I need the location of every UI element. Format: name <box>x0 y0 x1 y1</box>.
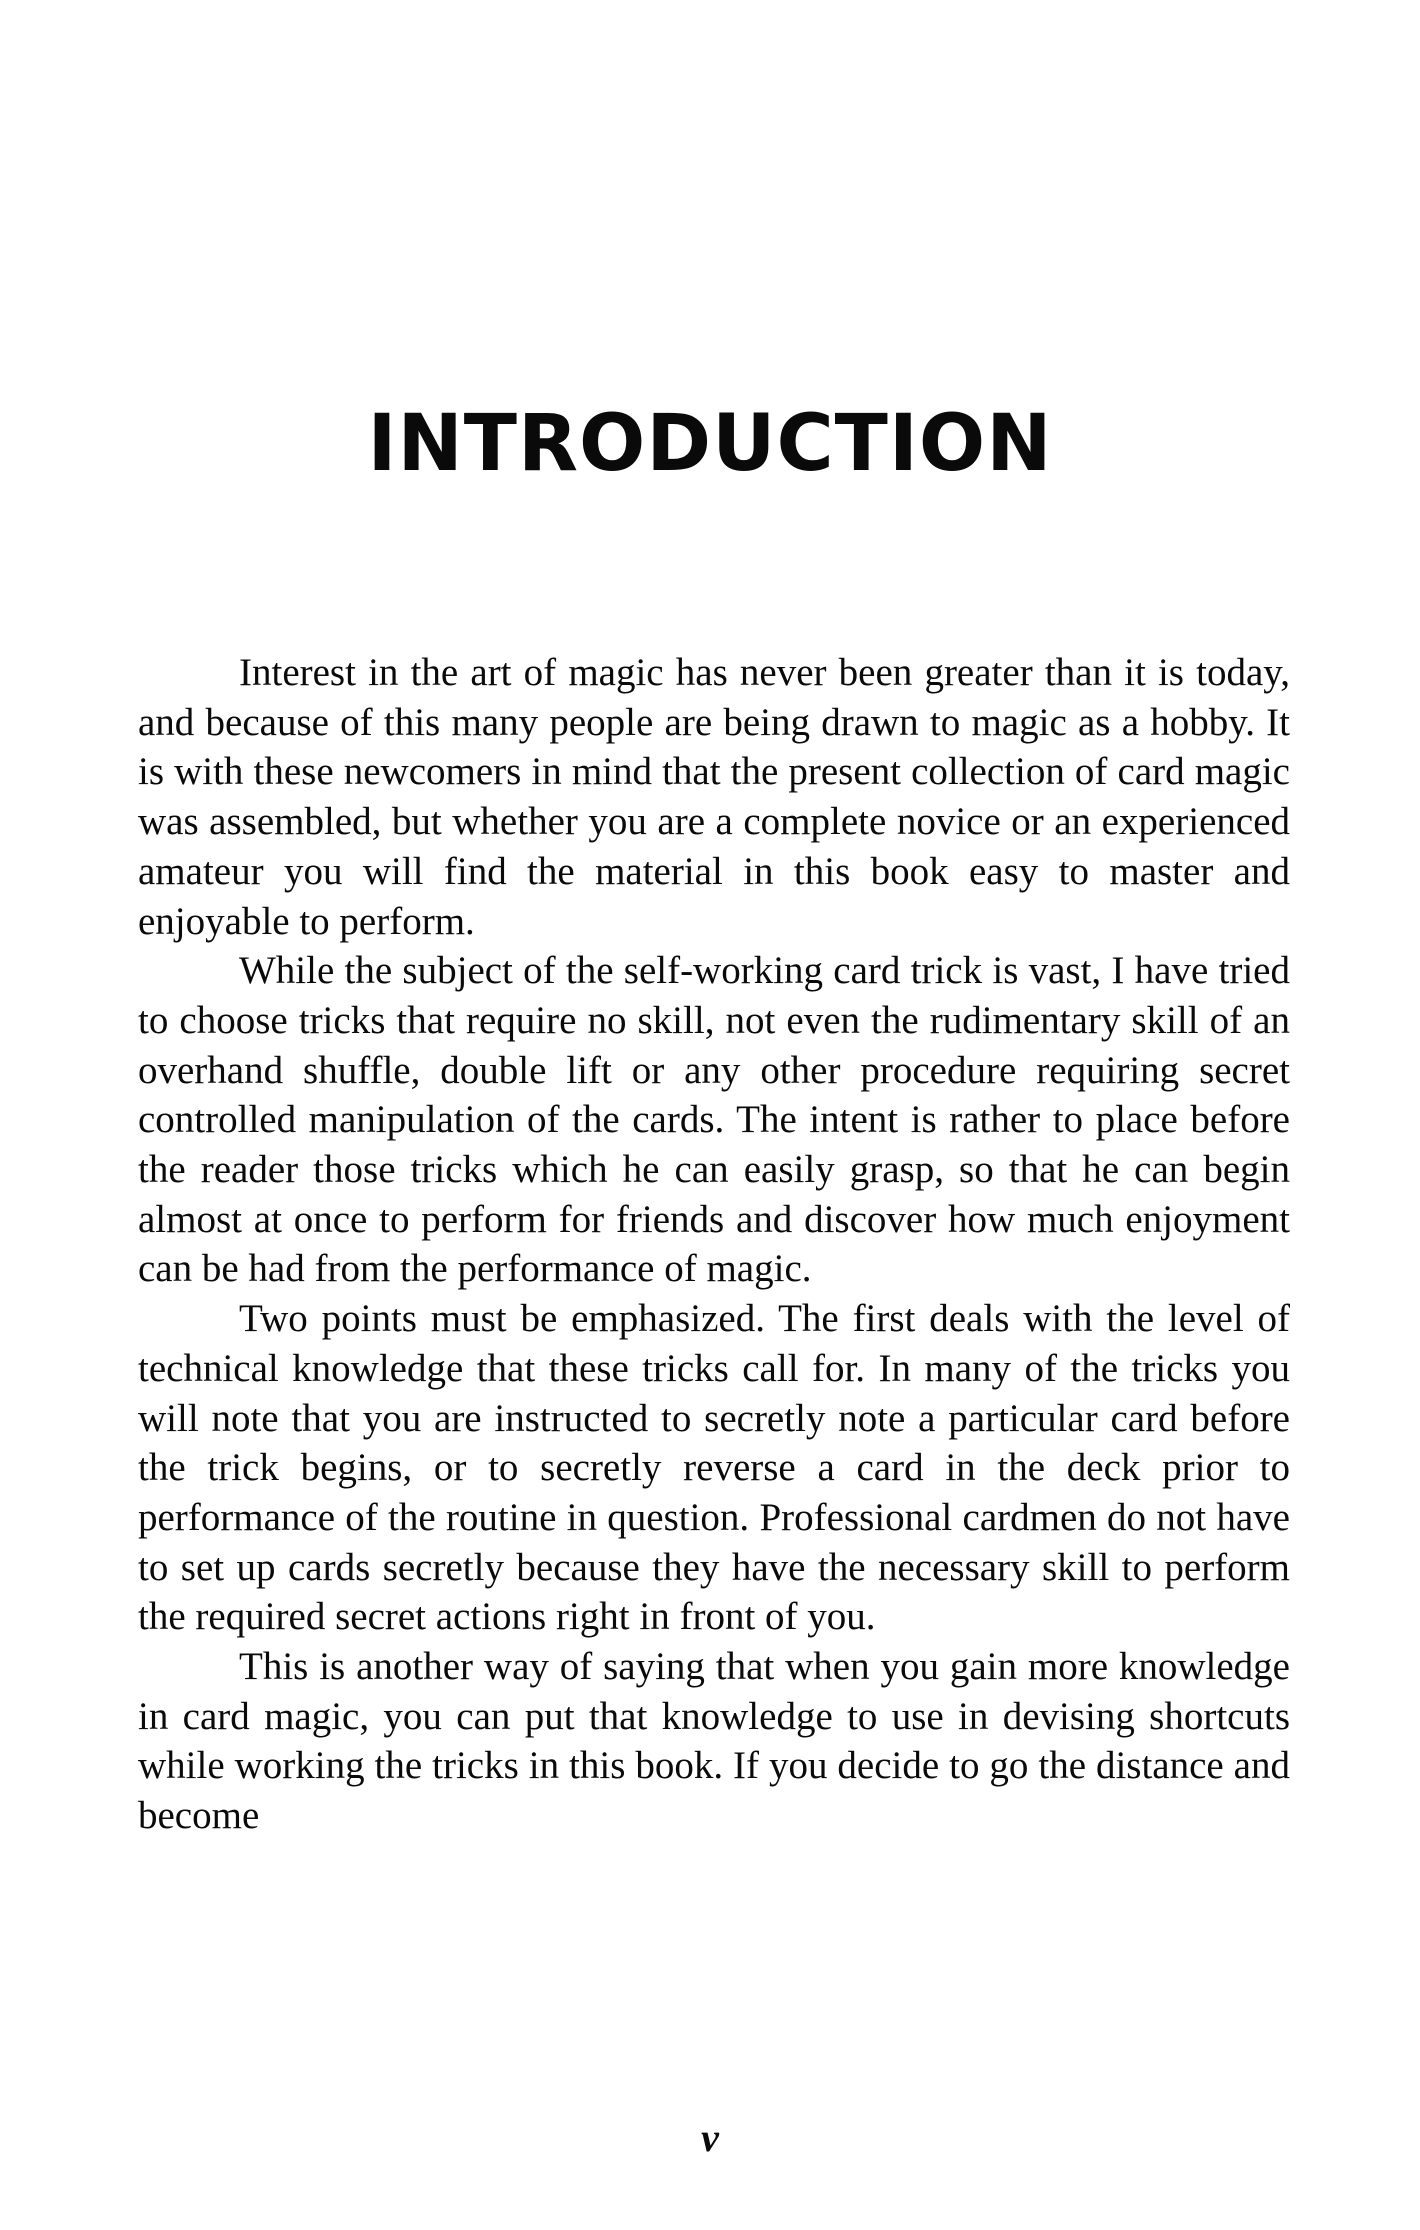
paragraph: While the subject of the self-working card trick is vast, I have tried to choose tricks that require no skill, not even the rudimentary skill of an overhand shuffle, double lift or any other procedure requiring secret controlled manipulation of the cards. The intent is rather to place before the reader those tricks which he can easily grasp, so that he can begin almost at once to perform for friends and discover how much enjoyment can be had from the performance of magic. <box>138 949 1290 1291</box>
chapter-title: INTRODUCTION <box>367 399 1053 489</box>
page-number: v <box>701 2115 719 2160</box>
paragraph: This is another way of saying that when you gain more knowledge in card magic, you can put that knowledge to use in devising shortcuts while working the tricks in this book. If you decide to go the distance and become <box>138 1645 1290 1838</box>
paragraph: Two points must be emphasized. The first deals with the level of technical knowledge that these tricks call for. In many of the tricks you will note that you are instructed to secretly note a particular card before the trick begins, or to secretly reverse a card in the deck prior to performance of the routine in question. Professional cardmen do not have to set up cards secretly because they have the necessary skill to perform the required secret actions right in front of you. <box>138 1297 1290 1639</box>
body-text <box>138 648 1290 1841</box>
paragraph: Interest in the art of magic has never been greater than it is today, and because of this many people are being drawn to magic as a hobby. It is with these newcomers in mind that the present collection of card magic was assembled, but whether you are a complete novice or an experienced amateur you will find the material in this book easy to master and enjoyable to perform. <box>138 651 1290 943</box>
